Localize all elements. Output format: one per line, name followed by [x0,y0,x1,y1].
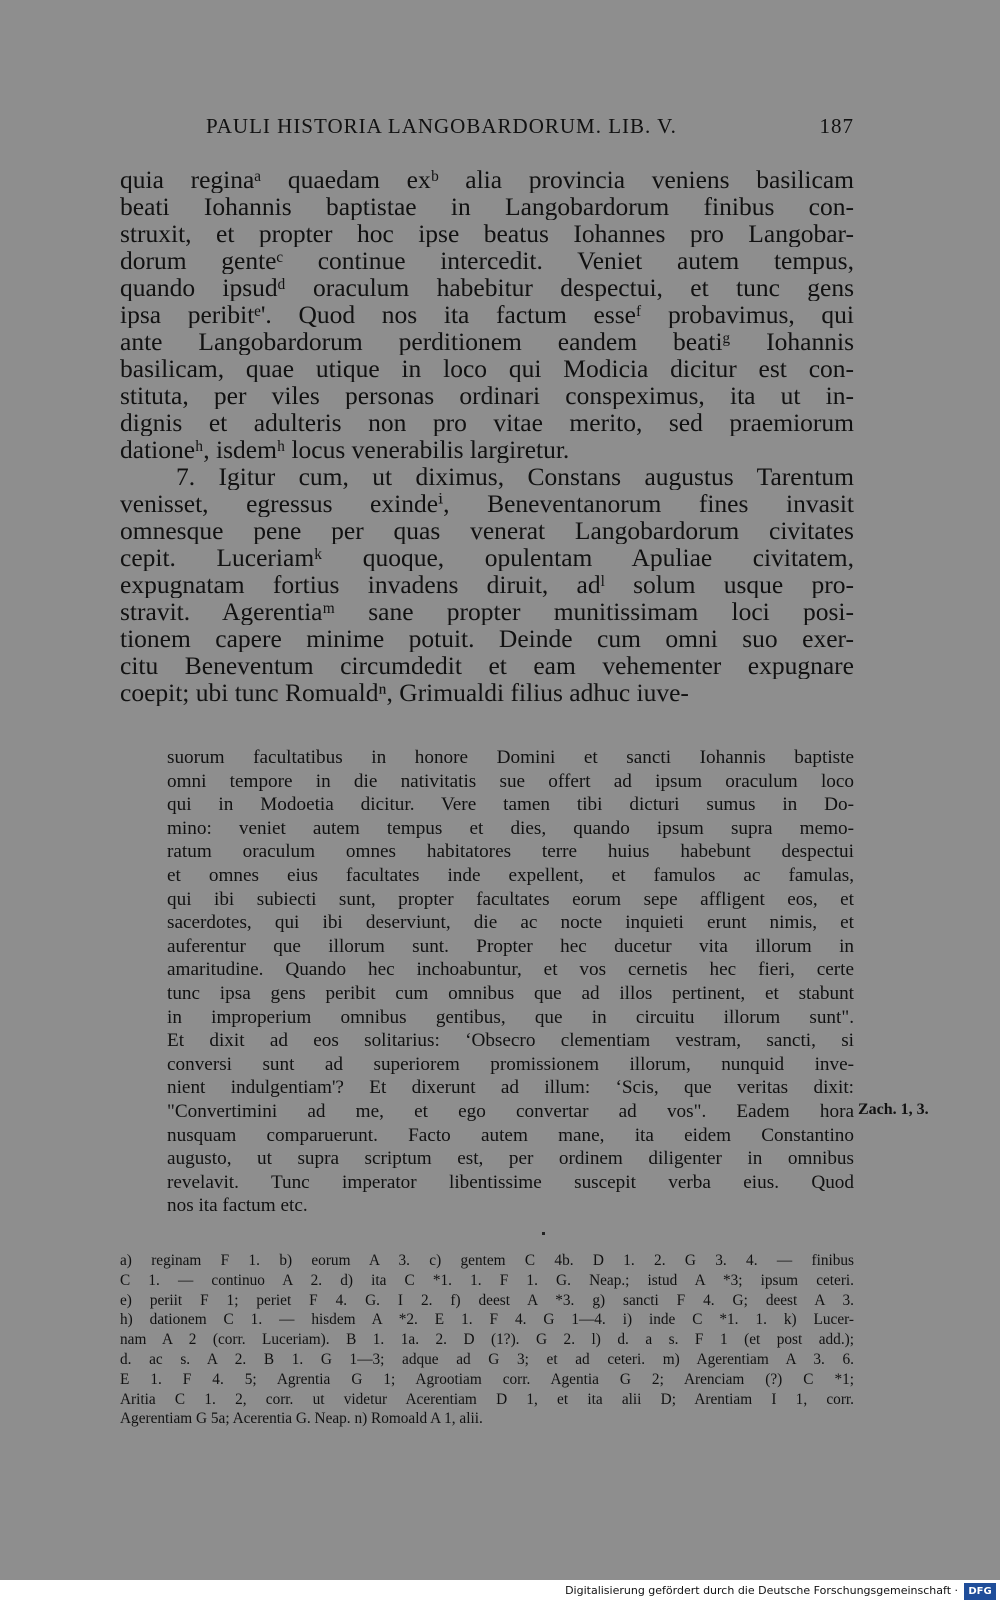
quote-line: nusquam comparuerunt. Facto autem mane, ita eidem Constantino [167,1124,854,1146]
digitization-footer [0,1580,1000,1604]
separator-dot [542,1232,545,1235]
main-text-block [120,166,854,706]
quote-line: revelavit. Tunc imperator libentissime suscepit verba eius. Quod [167,1171,854,1193]
text-line: cepit. Luceriamᵏ quoque, opulentam Apuliae civitatem, [120,544,854,571]
quote-line: conversi sunt ad superiorem promissionem illorum, nunquid inve- [167,1053,854,1075]
text-line: dignis et adulteris non pro vitae merito, sed praemiorum [120,409,854,436]
running-title: PAULI HISTORIA LANGOBARDORUM. LIB. V. [206,114,677,138]
quote-line: Et dixit ad eos solitarius: ‘Obsecro clementiam vestram, sancti, si [167,1030,854,1052]
text-line: ante Langobardorum perditionem eandem beatiᵍ Iohannis [120,328,854,355]
footnote-line: Agerentiam G 5a; Acerentia G. Neap. n) Romoald A 1, alii. [120,1410,483,1428]
quoted-source-block [167,746,854,1218]
text-line: ipsa peribitᵉ'. Quod nos ita factum esseᶠ probavimus, qui [120,301,854,328]
quote-line: amaritudine. Quando hec inchoabuntur, et vos cernetis hec fieri, certe [167,959,854,981]
quote-line: "Convertimini ad me, et ego convertar ad vos". Eadem hora [167,1100,854,1122]
text-line: stravit. Agerentiaᵐ sane propter munitissimam loci posi- [120,598,854,625]
quote-line: qui in Modoetia dicitur. Vere tamen tibi dicturi sumus in Do- [167,794,854,816]
text-line: tionem capere minime potuit. Deinde cum omni suo exer- [120,625,854,652]
funding-credit: Digitalisierung gefördert durch die Deutsche Forschungsgemeinschaft · [565,1584,958,1597]
text-line: quando ipsudᵈ oraculum habebitur despectui, et tunc gens [120,274,854,301]
running-header [206,114,854,144]
text-line: citu Beneventum circumdedit et eam vehementer expugnare [120,652,854,679]
footnote-line: d. ac s. A 2. B 1. G 1—3; adque ad G 3; et ad ceteri. m) Agerentiam A 3. 6. [120,1350,854,1368]
quote-line: suorum facultatibus in honore Domini et sancti Iohannis baptiste [167,747,854,768]
footnote-line: C 1. — continuo A 2. d) ita C *1. 1. F 1. G. Neap.; istud A *3; ipsum ceteri. [120,1271,854,1289]
page-number: 187 [819,114,854,138]
quote-line: sacerdotes, qui ibi deserviunt, die ac nocte inquieti erunt nimis, et [167,912,854,934]
text-line: quia reginaᵃ quaedam exᵇ alia provincia veniens basilicam [120,166,854,193]
text-line: coepit; ubi tunc Romualdⁿ, Grimualdi filius adhuc iuve- [120,679,689,706]
footnotes-block [120,1251,854,1429]
text-line: beati Iohannis baptistae in Langobardorum finibus con- [120,193,854,220]
quote-line: nient indulgentiam'? Et dixerunt ad illum: ‘Scis, que veritas dixit: [167,1077,854,1099]
quote-line: et omnes eius facultates inde expellent, et famulos ac famulas, [167,864,854,886]
footnote-line: a) reginam F 1. b) eorum A 3. c) gentem C 4b. D 1. 2. G 3. 4. — finibus [120,1252,854,1269]
text-line: dorum genteᶜ continue intercedit. Veniet autem tempus, [120,247,854,274]
text-line: 7. Igitur cum, ut diximus, Constans augustus Tarentum [176,463,854,490]
quote-line: augusto, ut supra scriptum est, per ordinem diligenter in omnibus [167,1148,854,1170]
text-line: dationeʰ, isdemʰ locus venerabilis largiretur. [120,436,570,463]
quote-line: omni tempore in die nativitatis sue offert ad ipsum oraculum loco [167,770,854,792]
text-line: struxit, et propter hoc ipse beatus Iohannes pro Langobar- [120,220,854,247]
quote-line: in improperium omnibus gentibus, que in circuitu illorum sunt". [167,1006,854,1028]
quote-line: qui ibi subiecti sunt, propter facultates eorum sepe affligent eos, et [167,888,854,910]
text-line: basilicam, quae utique in loco qui Modicia dicitur est con- [120,355,854,382]
footnote-line: h) dationem C 1. — hisdem A *2. E 1. F 4. G 1—4. i) inde C *1. 1. k) Lucer- [120,1311,854,1329]
footnote-line: Aritia C 1. 2, corr. ut videtur Acerentiam D 1, et ita alii D; Arentiam I 1, corr. [120,1390,854,1408]
quote-line: ratum oraculum omnes habitatores terre huius habebunt despectui [167,841,854,863]
quote-line: tunc ipsa gens peribit cum omnibus que ad illos pertinent, et stabunt [167,982,854,1004]
quote-line: nos ita factum etc. [167,1195,308,1217]
text-line: stituta, per viles personas ordinari conspeximus, ita ut in- [120,382,854,409]
footnote-line: nam A 2 (corr. Luceriam). B 1. 1a. 2. D (1?). G 2. l) d. a s. F 1 (et post add.); [120,1331,854,1349]
quote-line: mino: veniet autem tempus et dies, quando ipsum supra memo- [167,817,854,839]
text-line: expugnatam fortius invadens diruit, adˡ solum usque pro- [120,571,854,598]
footnote-line: E 1. F 4. 5; Agrentia G 1; Agrootiam corr. Agentia G 2; Arenciam (?) C *1; [120,1370,854,1388]
text-line: venisset, egressus exindeⁱ, Beneventanorum fines invasit [120,490,854,517]
margin-reference: Zach. 1, 3. [858,1101,929,1118]
text-line: omnesque pene per quas venerat Langobardorum civitates [120,517,854,544]
footnote-line: e) periit F 1; periet F 4. G. I 2. f) deest A *3. g) sancti F 4. G; deest A 3. [120,1291,854,1309]
quote-line: auferentur que illorum sunt. Propter hec ducetur vita illorum in [167,935,854,957]
dfg-logo: DFG [964,1583,996,1600]
